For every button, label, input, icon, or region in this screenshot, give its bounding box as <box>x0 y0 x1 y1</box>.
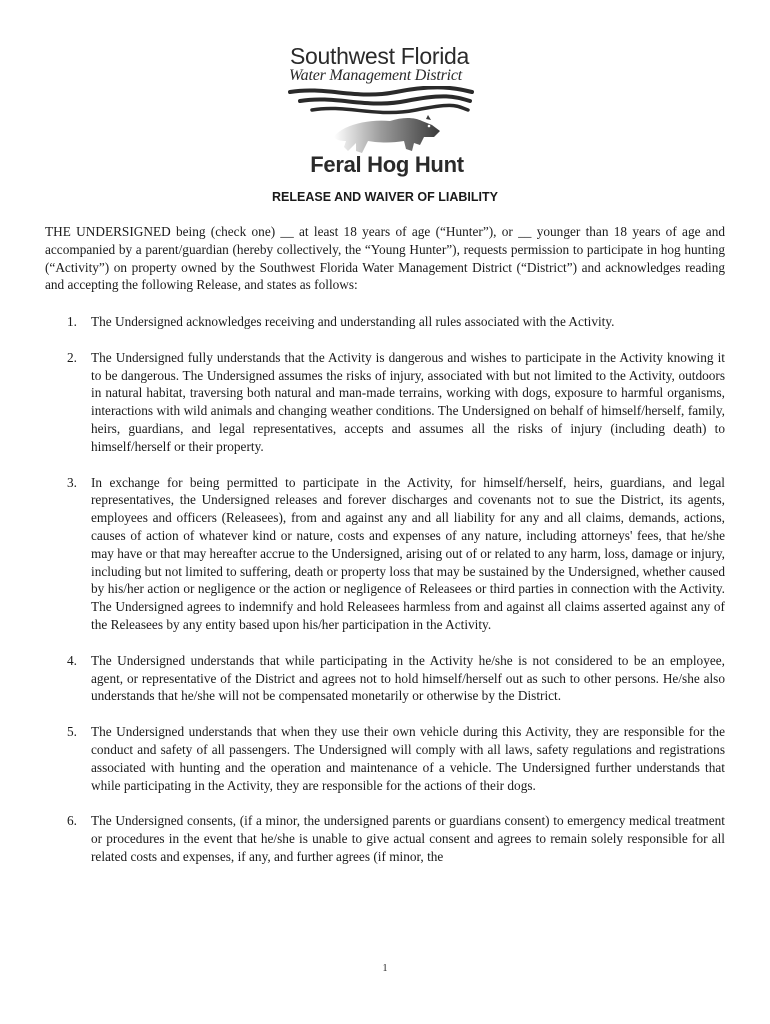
list-item-text: The Undersigned understands that while participating in the Activity he/she is not considered to be an employee, agent, or representative of the District and agrees not to hold himself/herself out as such to other persons. He/she also understands that he/she will not be compensated monetarily or otherwise by the District. <box>91 652 725 704</box>
list-item-number: 2. <box>67 349 77 365</box>
list-item-number: 1. <box>67 314 77 329</box>
list-item <box>45 349 725 456</box>
event-title: Feral Hog Hunt <box>310 152 464 177</box>
list-item-text: In exchange for being permitted to participate in the Activity, for himself/herself, heirs, guardians, and legal representatives, the Undersigned releases and forever discharges and covenants not to sue the District, its agents, employees and officers (Releasees), from and against any and all liability for any and all claims, demands, actions, causes of action of whatever kind or nature, costs and expenses of any nature, including attorneys' fees, that he/she may have or that may hereafter accrue to the Undersigned, arising out of or related to any harm, loss, damage or injury, including but not limited to suffering, death or property loss that may be sustained by the Undersigned, whether caused by his/her action or negligence or the action or negligence of Releasees or third parties in connection with the Activity. The Undersigned agrees to indemnify and hold Releasees harmless from and against all claims asserted against any of the Releasees by any entity based upon his/her participation in the Activity. <box>91 474 725 632</box>
list-item <box>45 812 725 865</box>
terms-list <box>45 313 725 866</box>
list-item <box>45 474 725 634</box>
document-title: RELEASE AND WAIVER OF LIABILITY <box>272 190 498 204</box>
district-logo <box>282 44 492 120</box>
logo-org-subtitle: Water Management District <box>289 67 463 84</box>
list-item <box>45 313 725 331</box>
list-item-text: The Undersigned understands that when they use their own vehicle during this Activity, they are responsible for the conduct and safety of all passengers. The Undersigned will comply with all laws, safety regulations and registrations associated with hunting and the operation and maintenance of a vehicle. The Undersigned further understands that while participating in the Activity, they are responsible for the actions of their dogs. <box>91 724 725 793</box>
logo-org-name: Southwest Florida <box>290 43 469 69</box>
list-item-text: The Undersigned fully understands that the Activity is dangerous and wishes to participate in the Activity knowing it to be dangerous. The Undersigned assumes the risks of injury, associated with but not limited to the Activity, outdoors in natural habitat, traversing both natural and man-made terrains, working with dogs, exposure to harmful organisms, interactions with wild animals and changing weather conditions. The Undersigned on behalf of himself/herself, family, heirs, guardians, and legal representatives, accepts and assumes all the risks of injury (including death) to himself/herself or their property. <box>91 349 725 454</box>
list-item-number: 3. <box>67 474 77 490</box>
list-item <box>45 723 725 794</box>
list-item-number: 6. <box>67 813 77 829</box>
list-item-number: 5. <box>67 724 77 740</box>
hog-icon <box>328 113 446 157</box>
list-item <box>45 652 725 705</box>
list-item-text: The Undersigned acknowledges receiving and understanding all rules associated with the Activity. <box>91 314 615 329</box>
list-item-number: 4. <box>67 652 77 668</box>
page-number: 1 <box>382 963 388 974</box>
intro-paragraph: THE UNDERSIGNED being (check one) __ at least 18 years of age (“Hunter”), or __ younger than 18 years of age and accompanied by a parent/guardian (hereby collectively, the “Young Hunter”), requests permission to participate in hog hunting (“Activity”) on property owned by the Southwest Florida Water Management District (“District”) and acknowledges reading and accepting the following Release, and states as follows: <box>45 224 725 293</box>
list-item-text: The Undersigned consents, (if a minor, the undersigned parents or guardians consent) to emergency medical treatment or procedures in the event that he/she is unable to give actual consent and agrees to remain solely responsible for all related costs and expenses, if any, and further agrees (if minor, the <box>91 813 725 864</box>
